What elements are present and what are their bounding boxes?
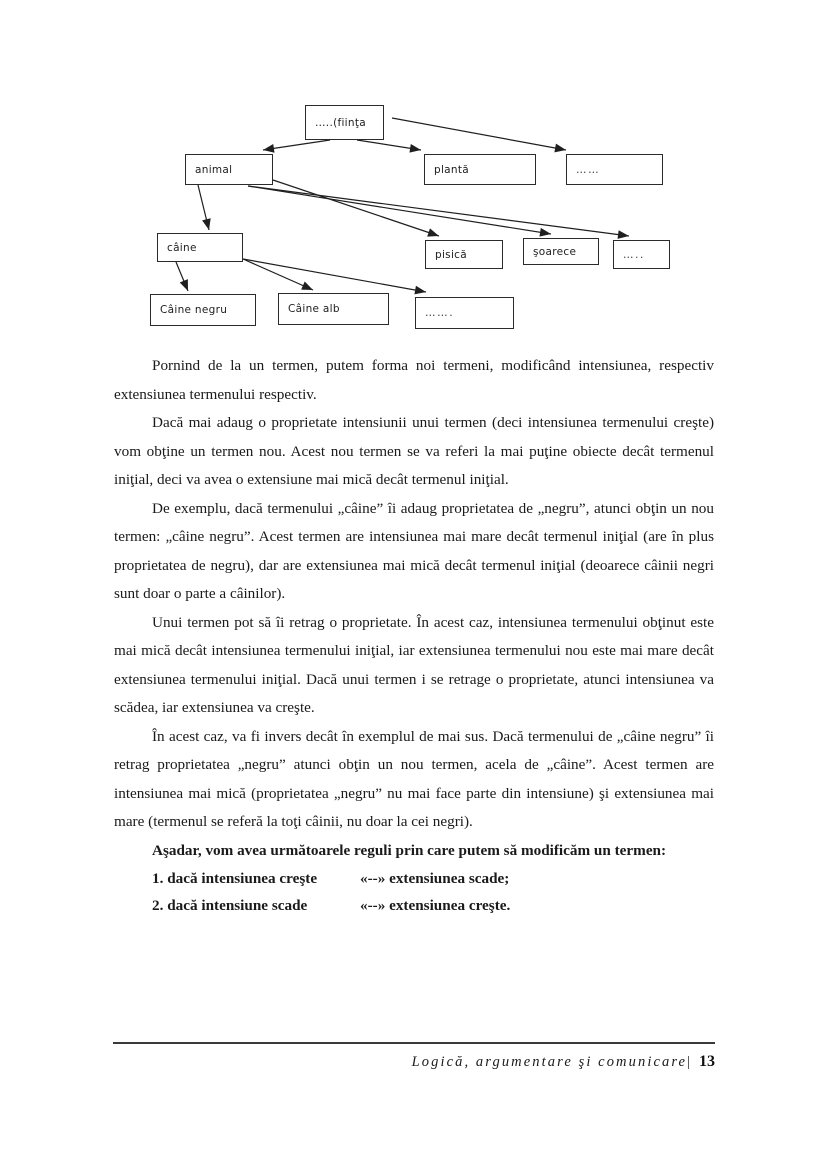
diagram-edge-layer (0, 0, 828, 345)
footer-separator: | (687, 1054, 690, 1070)
page-number: 13 (699, 1053, 715, 1070)
diagram-arrow-caine-to-caine-negru (176, 262, 188, 291)
diagram-arrow-fiinta-to-etc1 (392, 118, 566, 152)
rule-condition: 2. dacă intensiune scade (152, 897, 308, 914)
diagram-node-animal (185, 154, 273, 185)
footer-line (113, 1053, 715, 1071)
diagram-node-label: câine (167, 241, 197, 254)
diagram-node-label: Câine alb (288, 303, 340, 315)
diagram-arrow-fiinta-to-animal (263, 140, 330, 153)
rule-consequence: «--» extensiunea creşte. (360, 897, 511, 914)
diagram-node-label: …..(fiinţa (315, 116, 367, 129)
paragraph-1: Pornind de la un termen, putem forma noi termeni, modificând intensiunea, respectiv extensiunea termenului respectiv. (114, 357, 714, 403)
paragraph-3: De exemplu, dacă termenului „câine” îi adaug proprietatea de „negru”, atunci obţin un nou termen: „câine negru”. Acest termen are intensiunea mai mare decât termenul iniţial (are în plus proprietatea de negru), dar are extensiunea mai mică decât termenul iniţial (deoarece câinii negri sunt doar o parte a câinilor). (114, 499, 714, 602)
diagram-node-label: pisică (435, 248, 467, 261)
paragraph-2: Dacă mai adaug o proprietate intensiunii unui termen (deci intensiunea termenului creşte) vom obţine un termen nou. Acest nou termen se va referi la mai puţine obiecte decât termenul iniţial, deci va avea o extensiune mai mică decât termenul iniţial. (114, 414, 714, 488)
rule-row (114, 865, 714, 892)
diagram-node-caine-alb (278, 293, 389, 325)
rule-consequence: «--» extensiunea scade; (360, 870, 510, 887)
diagram-node-fiinta (305, 105, 384, 140)
diagram-node-pisica (425, 240, 503, 269)
diagram-node-planta (424, 154, 536, 185)
diagram-arrow-animal-to-soarece (248, 186, 551, 237)
diagram-node-etc2 (613, 240, 670, 269)
paragraph-6-rules-intro: Aşadar, vom avea următoarele reguli prin care putem să modificăm un termen: (152, 841, 667, 859)
diagram-node-caine-negru (150, 294, 256, 326)
diagram-node-etc1 (566, 154, 663, 185)
footer-divider (113, 1042, 715, 1044)
diagram-arrow-caine-to-caine-alb (243, 259, 313, 290)
diagram-node-label: şoarece (533, 245, 577, 258)
diagram-arrow-animal-to-caine (198, 185, 211, 230)
diagram-node-label: plantă (434, 163, 470, 176)
paragraph-4: Unui termen pot să îi retrag o proprietate. În acest caz, intensiunea termenului obţinut este mai mică decât intensiunea termenului iniţial, iar extensiunea termenului nou este mai mare decât extensiunea termenului iniţial. Dacă unui termen i se retrage o proprietate, atunci intensiunea va scădea, iar extensiunea va creşte. (114, 613, 714, 716)
page-footer (113, 1042, 715, 1071)
diagram-arrow-fiinta-to-planta (357, 140, 421, 153)
diagram-node-soarece (523, 238, 599, 265)
diagram-node-label: …… (576, 163, 601, 176)
rules-list (114, 865, 714, 919)
concept-hierarchy-diagram (0, 0, 828, 345)
diagram-node-label: animal (195, 163, 233, 176)
diagram-node-caine (157, 233, 243, 262)
rule-condition: 1. dacă intensiunea creşte (152, 870, 318, 887)
diagram-arrow-caine-to-etc3 (243, 259, 426, 294)
diagram-node-label: Câine negru (160, 304, 228, 316)
diagram-node-label: ……. (425, 307, 455, 319)
paragraph-5: În acest caz, va fi invers decât în exemplul de mai sus. Dacă termenului de „câine negru” îi retrag proprietatea „negru” atunci obţin un nou termen, acela de „câine”. Acest termen are intensiunea mai mică (proprietatea „negru” nu mai face parte din intensiune) şi extensiunea mai mare (termenul se referă la toţi câinii, nu doar la cei negri). (114, 727, 714, 830)
diagram-node-label: ….. (623, 248, 645, 261)
diagram-node-etc3 (415, 297, 514, 329)
rule-row (114, 892, 714, 919)
body-content (114, 352, 714, 919)
footer-book-title: Logică, argumentare şi comunicare (411, 1054, 688, 1070)
diagram-arrow-animal-to-etc2 (248, 186, 629, 239)
